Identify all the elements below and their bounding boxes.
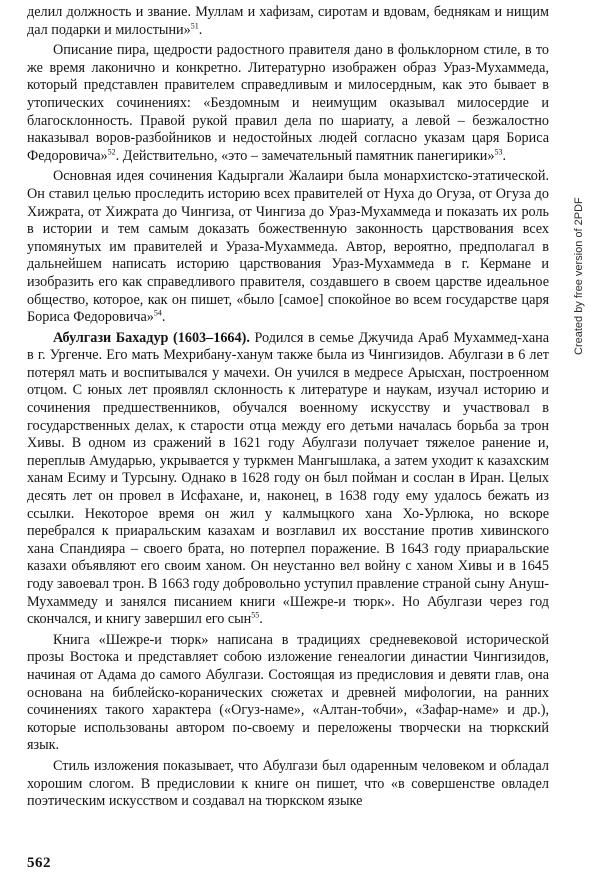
- footnote-ref: 52: [107, 147, 116, 157]
- paragraph-tail: .: [502, 147, 506, 164]
- footnote-ref: 51: [190, 20, 199, 30]
- paragraph-text: Описание пира, щедрости радостного правителя дано в фольклорном стиле, в то же время лаконично и конкретно. Литературно изображен образ Ураз-Мухаммеда, который представлен правителем справедливым и милосердным, как это бывает в утопических сочинениях: «Бездомным и неимущим оказывал милосердие и благосклонность. Правой рукой правил дела по шариату, а левой – безжалостно наказывал воров-разбойников и недостойных людей согласно указам царя Бориса Федоровича»: [27, 42, 549, 164]
- section-heading: Абулгази Бахадур (1603–1664).: [53, 329, 250, 346]
- paragraph-tail: .: [198, 21, 203, 38]
- paragraph-style: [27, 758, 549, 811]
- paragraph-text: Книга «Шежре-и тюрк» написана в традициях средневековой исторической прозы Востока и представляет собою изложение генеалогии династии Чингизидов, начиная от Адама до самого Абулгази. Состоящая из предисловия и девяти глав, она основана на библейско-коранических сюжетах и древней мифологии, на ранних сочинениях такого характера («Огуз-наме», «Алтан-тобчи», «Зафар-наме» и др.), которые использованы автором по-своему и переложены творчески на тюркский язык.: [27, 631, 549, 754]
- paragraph-text: Основная идея сочинения Кадыргали Жалаири была монархистско-этатической. Он ставил целью проследить историю всех правителей от Нуха до Огуза, от Огуза до Хижрата, от Хижрата до Чингиза, от Чингиза до Ураз-Мухаммеда и показать их роль в истории и тем самым доказать божественную законность царствования всех упомянутых им правителей и Ураза-Мухаммеда. Автор, вероятно, предполагал в дальнейшем написать историю царствования Ураз-Мухаммеда в г. Кермане и изобразить его как справедливого правителя, создавшего в своем царстве идеальное общество, которое, как он пишет, «было [самое] спокойное во всем государстве царя Бориса Федоровича»: [27, 168, 549, 326]
- paragraph-text: Родился в семье Джучида Араб Мухаммед-хана в г. Ургенче. Его мать Мехрибану-ханум также была из Чингизидов. Абулгази в 6 лет потерял мать и воспитывался у мачехи. Он учился в медресе Арысхан, построенном отцом. С юных лет проявлял склонность к литературе и наукам, изучал историю и сочинения предшественников, обучался военному искусству и участвовал в государственных делах, к старости отца между его детьми началась борьба за трон Хивы. В одном из сражений в 1621 году Абулгази получает тяжелое ранение и, переплыв Амударью, укрывается у туркмен Мангышлака, а затем уходит к казахским ханам Есиму и Турсыну. Однако в 1628 году он был пойман и сослан в Иран. Целых десять лет он провел в Исфахане, и, наконец, в 1638 году ему удалось бежать из ссылки. Некоторое время он жил у калмыцкого хана Хо-Урлюка, но вскоре перебрался к приаральским казахам и возглавил их восстание против хивинского хана Спандияра – своего брата, но потерпел поражение. В 1643 году приаральские казахи объявляют его своим ханом. Он неустанно вел войну с ханом Хивы и в 1645 году завоевал трон. В 1663 году добровольно уступил правление страной сыну Ануш-Мухаммеду и занялся писанием книги «Шежре-и тюрк». Но Абулгази через год скончался, и книгу завершил его сын: [27, 329, 550, 628]
- pdf-watermark: [573, 197, 593, 355]
- paragraph-feast-description: [27, 42, 549, 165]
- footnote-ref: 55: [251, 610, 260, 620]
- paragraph-main-idea: [27, 168, 549, 326]
- book-page-text: [27, 4, 549, 814]
- paragraph-book-shezhre: [27, 632, 549, 755]
- page-number: 562: [27, 855, 51, 871]
- paragraph-abulgazi-biography: [27, 330, 549, 629]
- paragraph-tail: .: [259, 611, 263, 628]
- paragraph-tail: . Действительно, «это – замечательный памятник панегирики»: [115, 147, 495, 164]
- footnote-ref: 54: [153, 308, 162, 318]
- footnote-ref: 53: [494, 147, 503, 157]
- paragraph-text: делил должность и звание. Муллам и хафизам, сиротам и вдовам, беднякам и нищим дал подарки и милостыни»: [27, 4, 549, 38]
- watermark-text: Created by free version of 2PDF: [573, 197, 585, 355]
- paragraph-continuation: [27, 4, 549, 39]
- paragraph-tail: .: [161, 309, 166, 326]
- paragraph-text: Стиль изложения показывает, что Абулгази был одаренным человеком и обладал хорошим слогом. В предисловии к книге он пишет, что «в совершенстве овладел поэтическим искусством и создавал на тюркском языке: [27, 757, 549, 810]
